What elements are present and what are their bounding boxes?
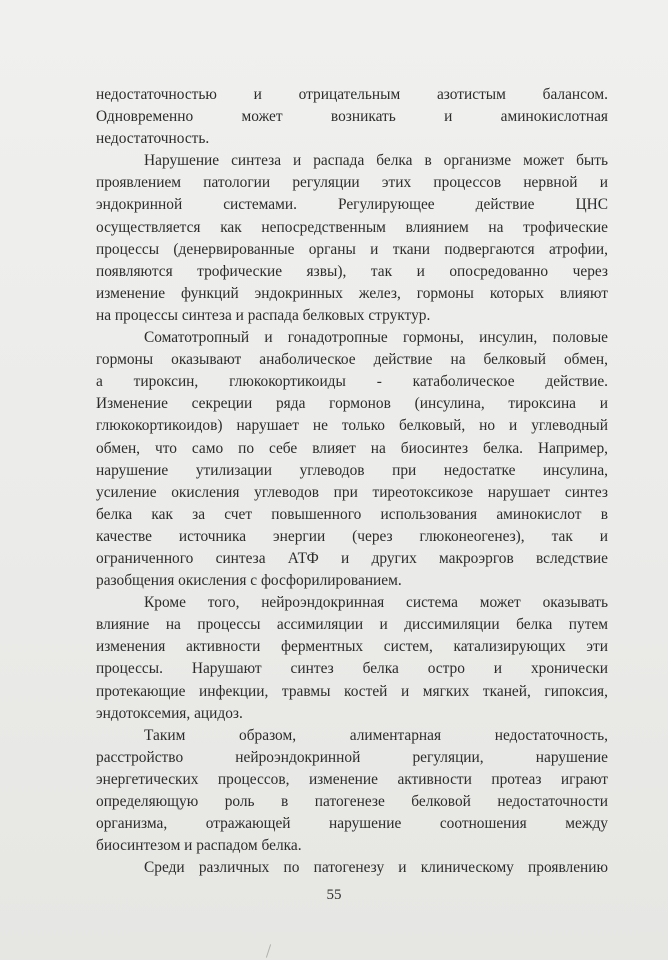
text-line: качестве источника энергии (через глюконеогенез), так и <box>96 527 608 545</box>
text-line: эндотоксемия, ацидоз. <box>96 704 243 722</box>
text-line: Соматотропный и гонадотропные гормоны, инсулин, половые <box>144 329 608 347</box>
page-number: 55 <box>326 887 342 903</box>
text-line: проявлением патологии регуляции этих процессов нервной и <box>96 174 608 192</box>
text-line: недостаточность. <box>96 130 210 148</box>
text-line: ограниченного синтеза АТФ и других макроэргов вследствие <box>96 549 608 567</box>
text-line: глюкокортикоидов) нарушает не только белковый, но и углеводный <box>96 417 608 435</box>
text-line: нарушение утилизации углеводов при недостатке инсулина, <box>96 461 608 479</box>
body-text <box>96 84 608 879</box>
text-line: на процессы синтеза и распада белковых структур. <box>96 306 431 324</box>
text-line: расстройство нейроэндокринной регуляции, нарушение <box>96 748 608 766</box>
text-line: Таким образом, алиментарная недостаточность, <box>144 726 608 744</box>
text-line: процессы. Нарушают синтез белка остро и хронически <box>96 660 608 678</box>
text-line: Одновременно может возникать и аминокислотная <box>96 108 608 126</box>
text-line: изменение функций эндокринных желез, гормоны которых влияют <box>96 284 608 302</box>
text-line: Нарушение синтеза и распада белка в организме может быть <box>144 152 608 170</box>
text-line: осуществляется как непосредственным влиянием на трофические <box>96 218 608 236</box>
text-line: белка как за счет повышенного использования аминокислот в <box>96 505 608 523</box>
text-line: определяющую роль в патогенезе белковой недостаточности <box>96 793 608 810</box>
text-line: организма, отражающей нарушение соотношения между <box>96 815 608 833</box>
text-line: Изменение секреции ряда гормонов (инсулина, тироксина и <box>96 395 608 413</box>
text-line: изменения активности ферментных систем, катализирующих эти <box>96 638 608 656</box>
text-line: усиление окисления углеводов при тиреотоксикозе нарушает синтез <box>96 483 608 501</box>
text-line: разобщения окисления с фосфорилированием. <box>96 572 402 590</box>
text-line: а тироксин, глюкокортикоиды - катаболическое действие. <box>96 373 608 391</box>
text-line: биосинтезом и распадом белка. <box>96 837 302 855</box>
scan-artifact <box>266 944 271 958</box>
text-line: гормоны оказывают анаболическое действие на белковый обмен, <box>96 351 608 369</box>
text-line: влияние на процессы ассимиляции и диссимиляции белка путем <box>96 616 608 634</box>
text-line: процессы (денервированные органы и ткани подвергаются атрофии, <box>96 240 608 258</box>
text-line: Среди различных по патогенезу и клиническому проявлению <box>144 859 608 877</box>
text-line: протекающие инфекции, травмы костей и мягких тканей, гипоксия, <box>96 682 608 700</box>
text-line: недостаточностью и отрицательным азотистым балансом. <box>96 86 608 103</box>
text-line: энергетических процессов, изменение активности протеаз играют <box>96 770 608 788</box>
text-line: Кроме того, нейроэндокринная система может оказывать <box>144 594 608 612</box>
text-line: появляются трофические язвы), так и опосредованно через <box>96 262 608 280</box>
text-line: эндокринной системами. Регулирующее действие ЦНС <box>96 196 608 214</box>
text-line: обмен, что само по себе влияет на биосинтез белка. Например, <box>96 439 608 457</box>
